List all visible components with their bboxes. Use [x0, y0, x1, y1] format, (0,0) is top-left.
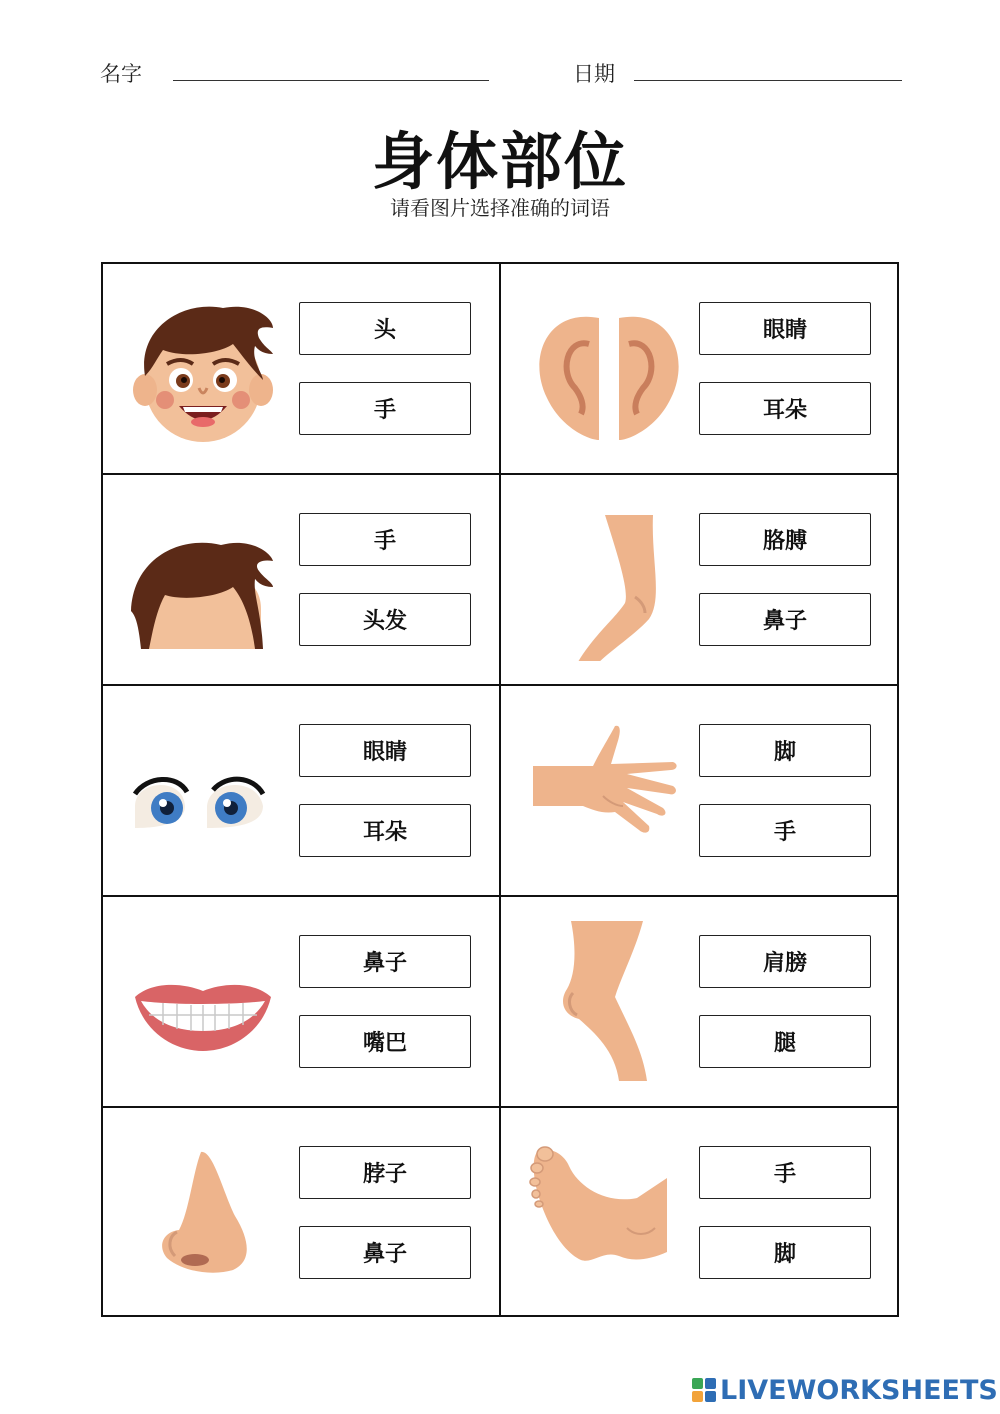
- cell-head: [101, 264, 499, 474]
- option-button[interactable]: 鼻子: [699, 593, 871, 646]
- cell-ears: [501, 264, 899, 474]
- liveworksheets-logo: [692, 1374, 998, 1406]
- cell-mouth: [101, 897, 499, 1107]
- cell-foot: [501, 1108, 899, 1318]
- name-label: 名字: [100, 62, 142, 86]
- option-button[interactable]: 鼻子: [299, 1226, 471, 1279]
- page-subtitle: 请看图片选择准确的词语: [390, 196, 610, 220]
- date-label: 日期: [573, 62, 615, 86]
- cell-eyes: [101, 686, 499, 896]
- hair-icon: [123, 499, 283, 661]
- page-title: 身体部位: [371, 125, 628, 198]
- brand-badge-icon: [692, 1378, 716, 1402]
- cell-hand: [501, 686, 899, 896]
- option-button[interactable]: 眼睛: [699, 302, 871, 355]
- brand-text: LIVEWORKSHEETS: [720, 1374, 998, 1406]
- arm-icon: [523, 499, 683, 661]
- cell-nose: [101, 1108, 499, 1318]
- cell-hair: [101, 475, 499, 685]
- option-button[interactable]: 脚: [699, 1226, 871, 1279]
- date-line: [634, 80, 902, 81]
- ears-icon: [523, 288, 683, 450]
- option-button[interactable]: 肩膀: [699, 935, 871, 988]
- hand-icon: [523, 710, 683, 872]
- mouth-icon: [123, 921, 283, 1083]
- option-button[interactable]: 胳膊: [699, 513, 871, 566]
- option-button[interactable]: 眼睛: [299, 724, 471, 777]
- option-button[interactable]: 鼻子: [299, 935, 471, 988]
- eyes-icon: [123, 710, 283, 872]
- cell-arm: [501, 475, 899, 685]
- option-button[interactable]: 手: [699, 804, 871, 857]
- option-button[interactable]: 耳朵: [699, 382, 871, 435]
- option-button[interactable]: 手: [299, 382, 471, 435]
- leg-icon: [523, 921, 683, 1083]
- option-button[interactable]: 头发: [299, 593, 471, 646]
- option-button[interactable]: 腿: [699, 1015, 871, 1068]
- option-button[interactable]: 耳朵: [299, 804, 471, 857]
- boy-face-icon: [123, 288, 283, 450]
- foot-icon: [523, 1132, 683, 1294]
- option-button[interactable]: 脖子: [299, 1146, 471, 1199]
- name-line: [173, 80, 489, 81]
- option-button[interactable]: 嘴巴: [299, 1015, 471, 1068]
- cell-leg: [501, 897, 899, 1107]
- option-button[interactable]: 脚: [699, 724, 871, 777]
- option-button[interactable]: 头: [299, 302, 471, 355]
- nose-icon: [123, 1132, 283, 1294]
- option-button[interactable]: 手: [299, 513, 471, 566]
- option-button[interactable]: 手: [699, 1146, 871, 1199]
